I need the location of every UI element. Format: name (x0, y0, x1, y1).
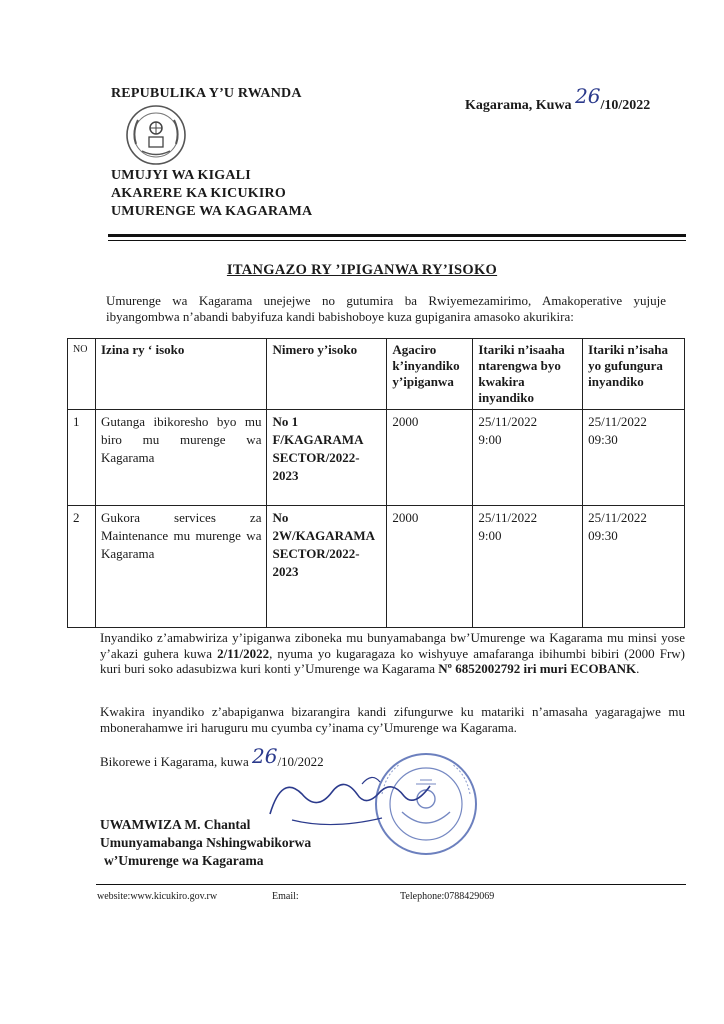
district-name: AKARERE KA KICUKIRO (111, 186, 286, 201)
city-name: UMUJYI WA KIGALI (111, 168, 251, 183)
intro-paragraph: Umurenge wa Kagarama unejejwe no gutumira ba Rwiyemezamirimo, Amakoperative yujuje ibyangombwa n’abandi babyifuza kandi babishoboye kuza gupiganira amasoko akurikira: (106, 293, 666, 324)
tender-documents-paragraph (100, 630, 685, 677)
header-rule-thick (108, 234, 686, 237)
paragraph1-text-a: Inyandiko z’amabwiriza y’ipiganwa ziboneka mu bunyamabanga bw’Umurenge wa Kagarama mu minsi yose y’akazi guhera kuwa (100, 630, 685, 661)
table-row (68, 506, 685, 628)
signatory-name: UWAMWIZA M. Chantal (100, 817, 251, 832)
row-deadline (473, 506, 583, 628)
col-header-number: Nimero y’isoko (267, 339, 387, 410)
table-header-row (68, 339, 685, 410)
closing-prefix: Bikorewe i Kagarama, kuwa (100, 754, 249, 769)
rwanda-seal-icon (120, 104, 192, 171)
row-number-code: F/KAGARAMA SECTOR/2022-2023 (272, 432, 363, 483)
row-number (267, 506, 387, 628)
footer-website: website:www.kicukiro.gov.rw (97, 891, 218, 902)
row-price: 2000 (387, 506, 473, 628)
row-opening (583, 506, 685, 628)
paragraph1-text-b: , nyuma yo kugaragaza ko wishyuye amafaranga ibihumbi bibiri (2000 Frw) kuri buri soko adasubizwa kuri konti y’Umurenge wa Kagarama (100, 645, 685, 676)
row-opening-time: 09:30 (588, 528, 618, 543)
tender-table (67, 338, 685, 628)
col-header-no: NO (68, 339, 96, 410)
row-no: 1 (68, 410, 96, 506)
row-number-code: 2W/KAGARAMA SECTOR/2022-2023 (272, 528, 375, 579)
paragraph1-text-c: . (636, 661, 640, 676)
closing-day-handwritten: 26 (251, 744, 278, 768)
row-opening-time: 09:30 (588, 432, 618, 447)
header-rule-thin (108, 240, 686, 241)
row-name: Gukora services za Maintenance mu murenge wa Kagarama (95, 506, 266, 628)
row-deadline (473, 410, 583, 506)
row-deadline-date: 25/11/2022 (478, 414, 538, 429)
table-row (68, 410, 685, 506)
footer-rule (96, 884, 686, 885)
row-price: 2000 (387, 410, 473, 506)
bank-account: Nº 6852002792 iri muri ECOBANK (438, 661, 637, 676)
row-deadline-date: 25/11/2022 (478, 510, 538, 525)
sector-name: UMURENGE WA KAGARAMA (111, 204, 313, 219)
signatory-block (100, 816, 311, 870)
document-title: ITANGAZO RY ’IPIGANWA RY’ISOKO (226, 262, 498, 278)
signatory-title: Umunyamabanga Nshingwabikorwa (100, 835, 312, 850)
administrative-block (111, 167, 312, 221)
row-no: 2 (68, 506, 96, 628)
footer-email: Email: (272, 891, 299, 902)
row-name: Gutanga ibikoresho byo mu biro mu murenge wa Kagarama (95, 410, 266, 506)
closing-suffix: /10/2022 (277, 754, 324, 769)
date-prefix: Kagarama, Kuwa (465, 98, 572, 113)
footer-telephone: Telephone:0788429069 (400, 891, 495, 902)
row-deadline-time: 9:00 (478, 432, 502, 447)
col-header-name: Izina ry ‘ isoko (95, 339, 266, 410)
row-deadline-time: 9:00 (478, 528, 502, 543)
col-header-price: Agaciro k’inyandiko y’ipiganwa (387, 339, 473, 410)
date-suffix: /10/2022 (600, 98, 651, 113)
row-number-prefix: No 1 (272, 414, 299, 429)
start-date: 2/11/2022 (217, 645, 270, 661)
submission-paragraph: Kwakira inyandiko z’abapiganwa bizarangira kandi zifungurwe ku matariki n’amasaha yagaragajwe mu mbonerahamwe iri haruguru mu cyumba cy’inama cy’Umurenge wa Kagarama. (100, 704, 685, 735)
row-opening-date: 25/11/2022 (588, 510, 647, 525)
row-number (267, 410, 387, 506)
row-opening-date: 25/11/2022 (588, 414, 647, 429)
row-number-prefix: No (272, 510, 289, 525)
row-opening (583, 410, 685, 506)
col-header-deadline: Itariki n’isaaha ntarengwa byo kwakira inyandiko (473, 339, 583, 410)
document-date (465, 84, 651, 114)
date-day-handwritten: 26 (575, 84, 601, 108)
col-header-opening: Itariki n’isaha yo gufungura inyandiko (583, 339, 685, 410)
signatory-org: w’Umurenge wa Kagarama (104, 853, 264, 868)
republic-heading: REPUBULIKA Y’U RWANDA (111, 86, 302, 101)
